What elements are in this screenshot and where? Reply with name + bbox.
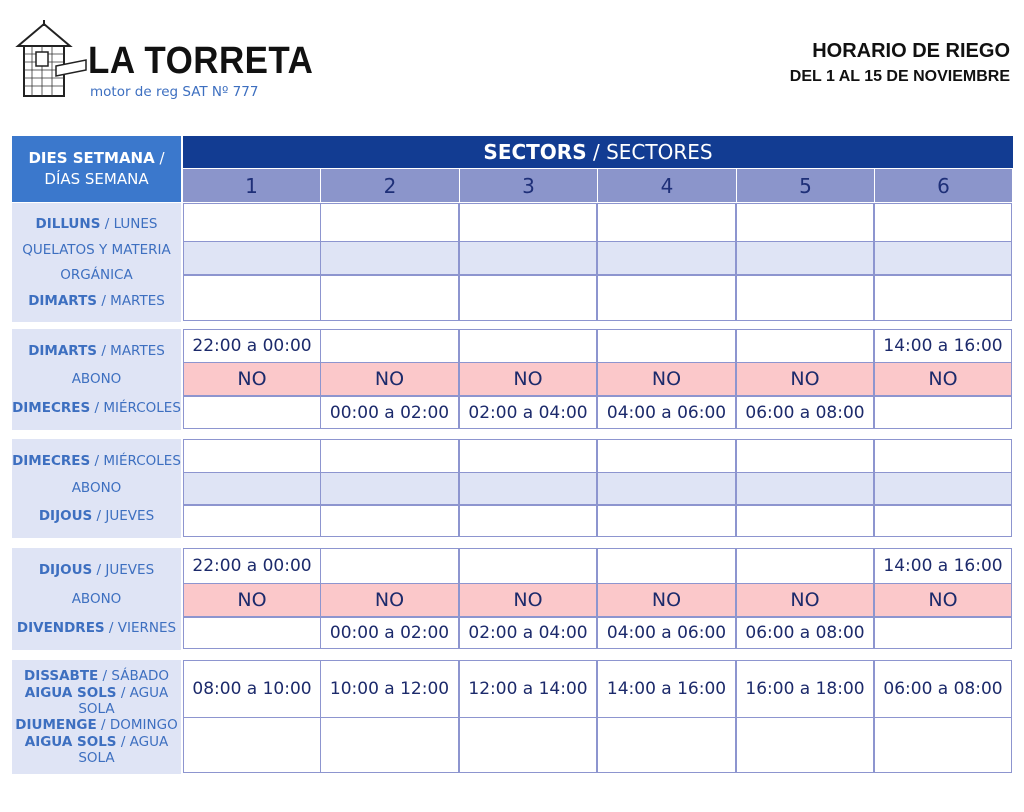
schedule-cell: [736, 329, 874, 363]
schedule-cell: [459, 505, 597, 537]
schedule-cell: [736, 505, 874, 537]
schedule-cell-no: NO: [320, 583, 459, 617]
schedule-cell: 10:00 a 12:00: [320, 660, 459, 718]
schedule-cell: [183, 505, 321, 537]
tower-house-icon: [12, 20, 92, 100]
brand-name: LA TORRETA: [88, 40, 314, 82]
schedule-cell-no: NO: [736, 362, 874, 396]
day-name-separator: /: [104, 619, 118, 636]
schedule-cell: [736, 241, 874, 275]
day-name-ca: DIVENDRES: [16, 619, 105, 636]
schedule-cell: [320, 548, 459, 584]
schedule-cell: [183, 396, 321, 429]
day-label-line: ABONO: [71, 590, 122, 607]
day-name-separator: /: [116, 684, 130, 701]
day-name-es: VIERNES: [117, 619, 177, 636]
schedule-cell: 00:00 a 02:00: [320, 396, 459, 429]
days-column-header: [12, 136, 181, 202]
day-label-block-3: [12, 439, 181, 538]
day-name-separator: /: [90, 452, 104, 469]
day-label-line: QUELATOS Y MATERIA: [22, 241, 171, 258]
day-name-separator: /: [97, 293, 111, 310]
day-name-ca: DIUMENGE: [15, 717, 97, 734]
day-label-block-1: [12, 203, 181, 322]
day-label-line: [12, 293, 181, 309]
document-title: HORARIO DE RIEGO: [812, 40, 1010, 62]
schedule-cell: [597, 717, 736, 773]
schedule-cell: [736, 275, 874, 321]
sector-number-2: 2: [321, 169, 459, 202]
schedule-cell: [597, 505, 736, 537]
schedule-cell-no: NO: [320, 362, 459, 396]
day-name-es: SÁBADO: [111, 668, 169, 685]
schedule-cell: 14:00 a 16:00: [874, 548, 1012, 584]
schedule-cell: [459, 329, 597, 363]
sectors-header: [183, 136, 1013, 168]
day-label-line: [12, 343, 181, 359]
schedule-cell: [183, 275, 321, 321]
day-name-separator: /: [92, 562, 106, 579]
brand-subtitle: motor de reg SAT Nº 777: [90, 84, 259, 100]
schedule-cell: [183, 472, 321, 505]
day-name-separator: /: [90, 399, 104, 416]
schedule-cell: 02:00 a 04:00: [459, 617, 597, 649]
schedule-cell: 02:00 a 04:00: [459, 396, 597, 429]
day-name-ca: DISSABTE: [24, 668, 99, 685]
day-label-line: ORGÁNICA: [60, 267, 133, 284]
day-name-ca: DIMECRES: [12, 452, 91, 469]
schedule-cell: [597, 472, 736, 505]
schedule-cell: 14:00 a 16:00: [597, 660, 736, 718]
day-name-es: MIÉRCOLES: [103, 399, 181, 416]
day-name-es: LUNES: [113, 215, 158, 232]
schedule-cell: [597, 241, 736, 275]
schedule-cell: [459, 548, 597, 584]
day-name-es: DOMINGO: [109, 717, 178, 734]
schedule-cell: [320, 717, 459, 773]
schedule-cell: [874, 241, 1012, 275]
schedule-cell: [874, 396, 1012, 429]
sectors-header-sep: /: [586, 140, 607, 164]
sector-number-6: 6: [875, 169, 1012, 202]
schedule-cell: [874, 617, 1012, 649]
day-name-es: MARTES: [110, 343, 165, 360]
day-label-line: [12, 400, 181, 416]
schedule-cell: [459, 472, 597, 505]
day-label-line: ABONO: [71, 371, 122, 388]
schedule-cell: [597, 548, 736, 584]
schedule-cell: [320, 472, 459, 505]
schedule-cell: [459, 203, 597, 243]
day-label-line: [12, 668, 181, 684]
schedule-cell: 04:00 a 06:00: [597, 396, 736, 429]
schedule-cell-no: NO: [597, 362, 736, 396]
day-label-line: ABONO: [71, 480, 122, 497]
schedule-cell: [874, 505, 1012, 537]
sector-number-3: 3: [460, 169, 597, 202]
day-label-block-2: [12, 329, 181, 430]
schedule-cell: [459, 717, 597, 773]
schedule-cell: [597, 275, 736, 321]
schedule-cell: 14:00 a 16:00: [874, 329, 1012, 363]
day-name-ca: DIJOUS: [38, 562, 93, 579]
day-name-ca: DIMARTS: [28, 293, 98, 310]
schedule-cell: 12:00 a 14:00: [459, 660, 597, 718]
schedule-cell: 00:00 a 02:00: [320, 617, 459, 649]
day-name-separator: /: [116, 733, 130, 750]
schedule-cell: [736, 439, 874, 473]
schedule-cell-no: NO: [459, 583, 597, 617]
day-label-line: [12, 717, 181, 733]
schedule-cell: [736, 203, 874, 243]
document-dates: DEL 1 AL 15 DE NOVIEMBRE: [789, 68, 1010, 85]
schedule-cell: 16:00 a 18:00: [736, 660, 874, 718]
schedule-cell: [597, 439, 736, 473]
day-name-ca: DIJOUS: [38, 508, 93, 525]
day-name-es: JUEVES: [105, 508, 155, 525]
sector-number-1: 1: [183, 169, 320, 202]
schedule-cell: 06:00 a 08:00: [736, 617, 874, 649]
schedule-cell: 22:00 a 00:00: [183, 548, 321, 584]
schedule-cell-no: NO: [736, 583, 874, 617]
day-name-es: MARTES: [110, 293, 165, 310]
schedule-cell-no: NO: [874, 362, 1012, 396]
schedule-cell: [459, 275, 597, 321]
schedule-cell: [874, 717, 1012, 773]
schedule-cell: [183, 617, 321, 649]
schedule-cell: [320, 439, 459, 473]
day-name-es: JUEVES: [105, 562, 155, 579]
day-name-ca: DIMARTS: [28, 343, 98, 360]
sector-number-5: 5: [737, 169, 874, 202]
schedule-cell: [183, 241, 321, 275]
day-label-block-4: [12, 548, 181, 650]
day-name-ca: DIMECRES: [12, 399, 91, 416]
schedule-cell-no: NO: [183, 583, 321, 617]
day-label-line: [12, 508, 181, 524]
day-name-es: AGUA SOLA: [78, 733, 169, 766]
schedule-cell: [874, 439, 1012, 473]
days-header-ca: DIES SETMANA: [28, 149, 155, 167]
sectors-header-ca: SECTORS: [483, 140, 587, 164]
day-name-es: MIÉRCOLES: [103, 452, 181, 469]
schedule-cell: [874, 472, 1012, 505]
schedule-cell: 06:00 a 08:00: [736, 396, 874, 429]
schedule-cell: [320, 241, 459, 275]
days-header-sep: /: [154, 149, 165, 167]
day-label-line: [12, 620, 181, 636]
schedule-cell-no: NO: [459, 362, 597, 396]
schedule-cell: [874, 275, 1012, 321]
day-name-separator: /: [97, 343, 111, 360]
sectors-header-es: SECTORES: [606, 140, 713, 164]
schedule-cell: [320, 275, 459, 321]
schedule-cell-no: NO: [183, 362, 321, 396]
schedule-cell: [183, 439, 321, 473]
schedule-cell: [320, 203, 459, 243]
day-name-es: AGUA SOLA: [78, 684, 169, 717]
day-label-line: [12, 734, 181, 766]
schedule-cell: [736, 548, 874, 584]
schedule-cell: [597, 203, 736, 243]
day-name-ca: AIGUA SOLS: [24, 733, 117, 750]
schedule-cell: [183, 203, 321, 243]
day-label-line: [12, 685, 181, 717]
schedule-cell: [736, 472, 874, 505]
schedule-cell: [874, 203, 1012, 243]
day-name-separator: /: [96, 717, 110, 734]
day-name-separator: /: [98, 668, 112, 685]
schedule-cell: 22:00 a 00:00: [183, 329, 321, 363]
schedule-cell: [320, 329, 459, 363]
schedule-cell: 06:00 a 08:00: [874, 660, 1012, 718]
days-header-es: DÍAS SEMANA: [44, 170, 149, 188]
schedule-cell-no: NO: [874, 583, 1012, 617]
schedule-cell: [183, 717, 321, 773]
day-name-ca: AIGUA SOLS: [24, 684, 117, 701]
schedule-cell: [597, 329, 736, 363]
schedule-cell: [459, 439, 597, 473]
schedule-cell: [320, 505, 459, 537]
schedule-cell: 04:00 a 06:00: [597, 617, 736, 649]
day-label-line: [12, 216, 181, 232]
day-label-line: [12, 562, 181, 578]
schedule-cell-no: NO: [597, 583, 736, 617]
day-name-ca: DILLUNS: [35, 215, 101, 232]
sector-number-4: 4: [598, 169, 736, 202]
day-name-separator: /: [92, 508, 106, 525]
day-name-separator: /: [100, 215, 114, 232]
day-label-line: [12, 453, 181, 469]
day-label-block-5: [12, 660, 181, 774]
schedule-cell: [459, 241, 597, 275]
schedule-cell: [736, 717, 874, 773]
schedule-cell: 08:00 a 10:00: [183, 660, 321, 718]
